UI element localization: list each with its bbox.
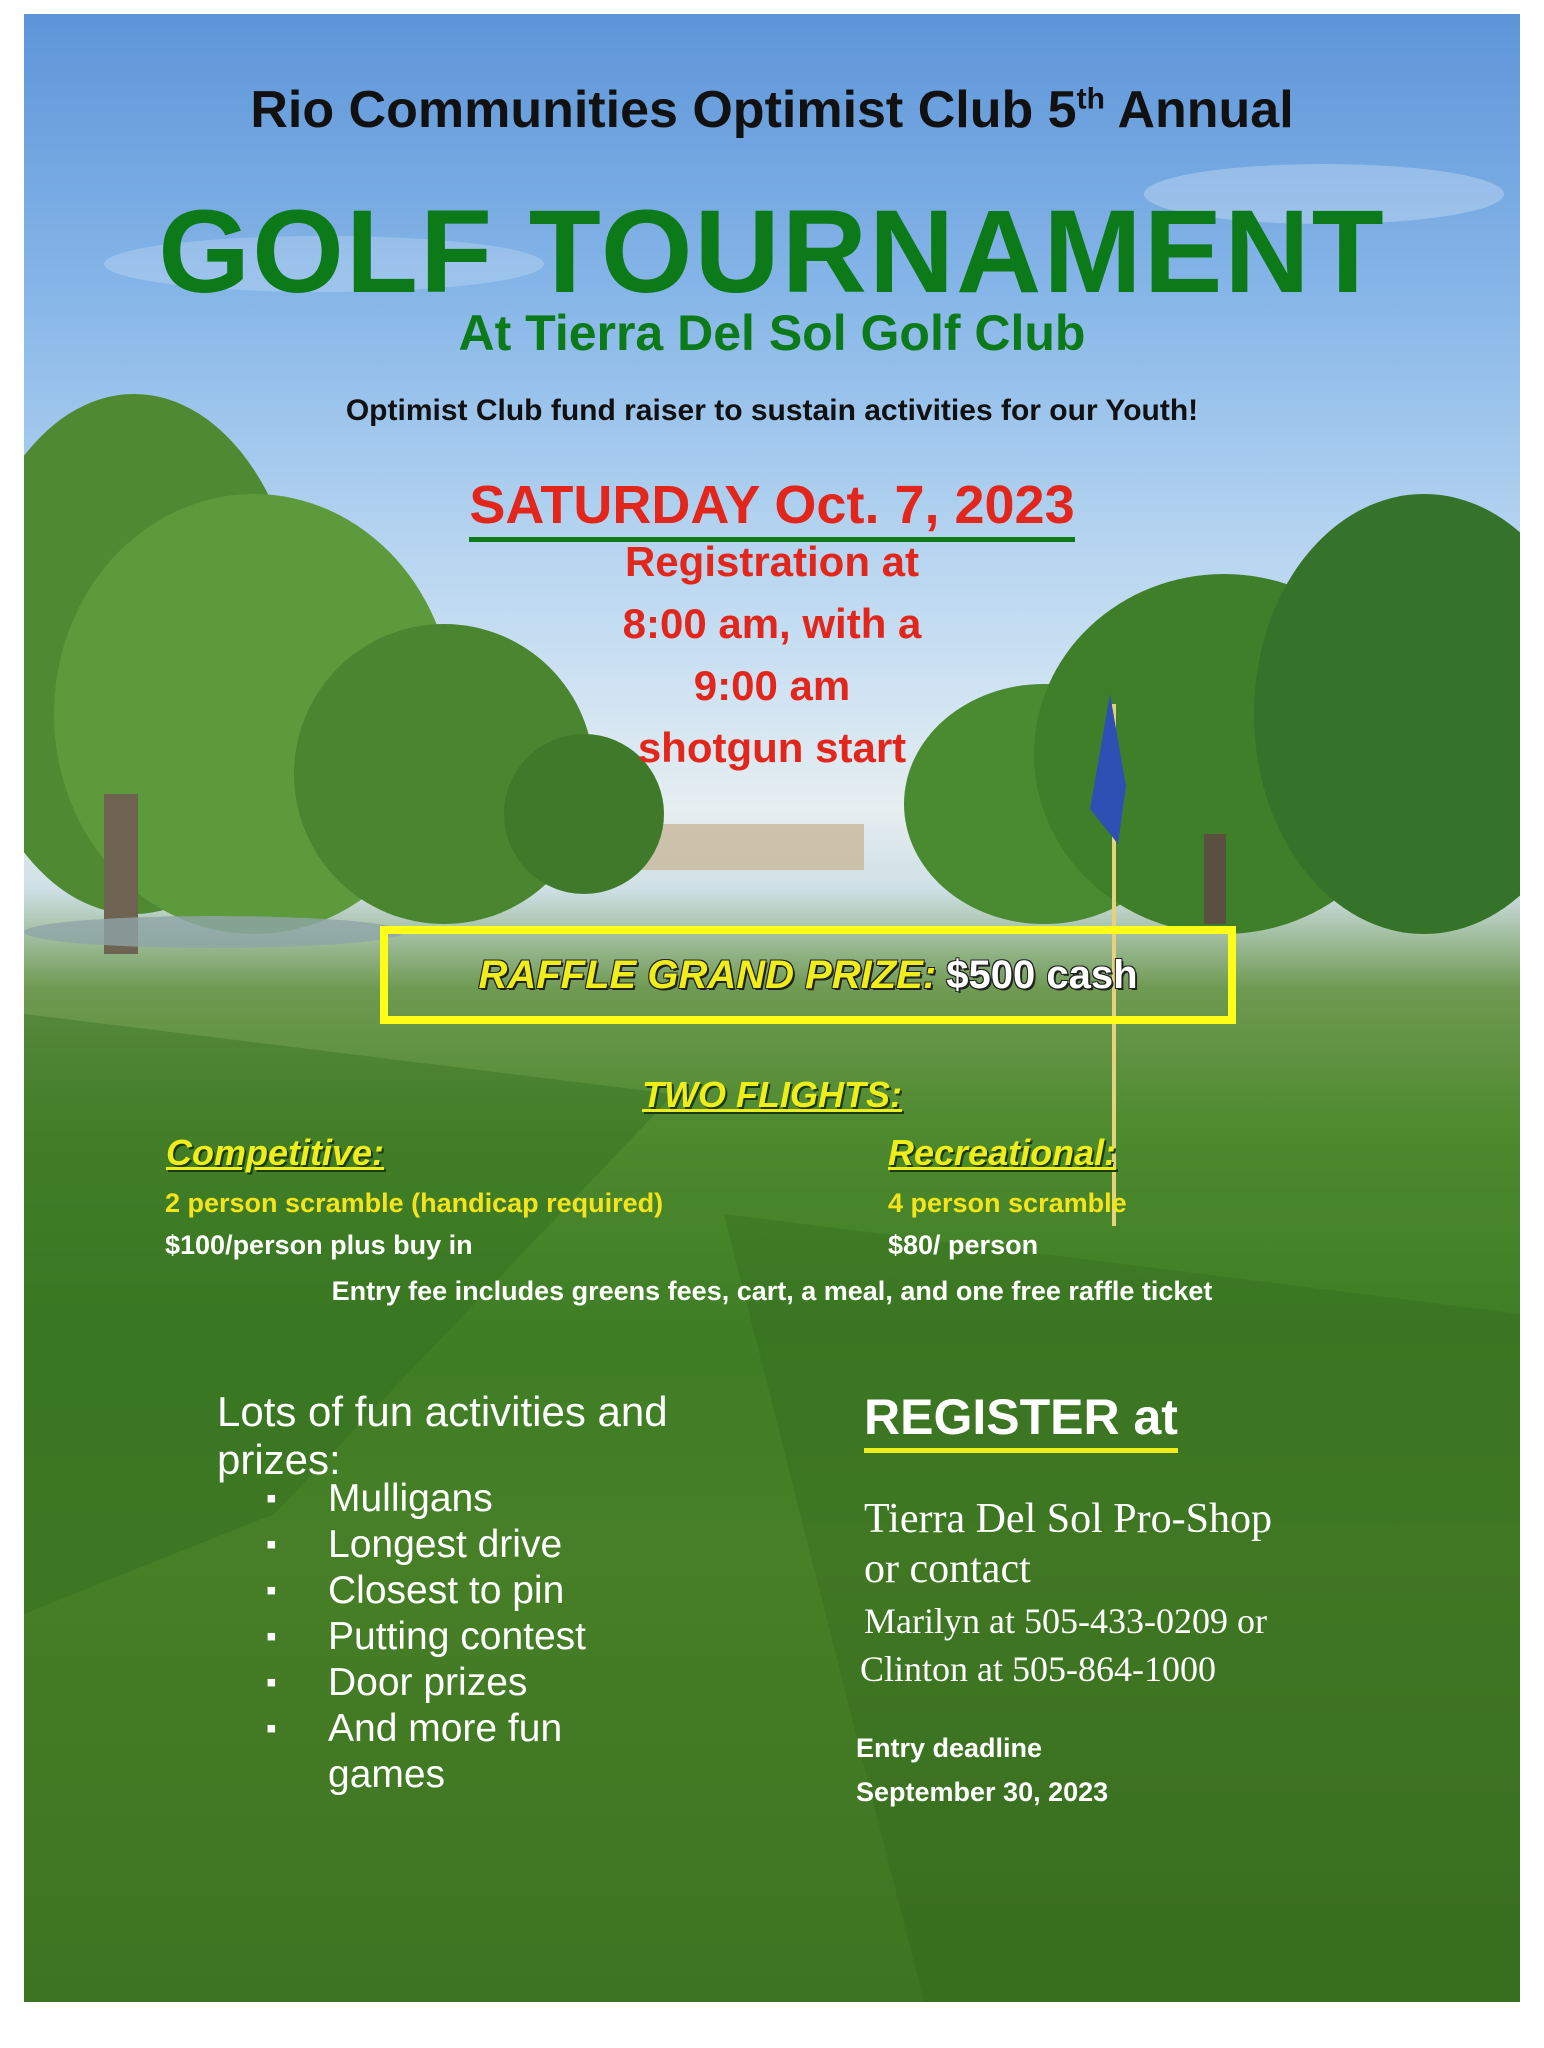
venue-subtitle: At Tierra Del Sol Golf Club bbox=[458, 305, 1086, 361]
tournament-title: GOLF TOURNAMENT bbox=[158, 186, 1386, 318]
list-item: ▪ Longest drive bbox=[266, 1523, 563, 1566]
recreational-format: 4 person scramble bbox=[888, 1188, 1127, 1218]
raffle-prize-value: $500 cash bbox=[946, 952, 1138, 997]
flyer-poster bbox=[24, 14, 1520, 2002]
list-item: ▪ Putting contest bbox=[266, 1615, 586, 1658]
deadline-date: September 30, 2023 bbox=[856, 1777, 1109, 1807]
entry-deadline bbox=[856, 1726, 1108, 1814]
competitive-format: 2 person scramble (handicap required) bbox=[165, 1188, 664, 1218]
raffle-prize-box bbox=[380, 926, 1236, 1024]
register-location: Tierra Del Sol Pro-Shop bbox=[864, 1496, 1272, 1542]
activities-list bbox=[256, 1476, 688, 1798]
list-item: ▪ Mulligans bbox=[266, 1477, 493, 1520]
register-heading: REGISTER at bbox=[864, 1388, 1178, 1446]
activities-heading: Lots of fun activities and prizes: bbox=[217, 1388, 668, 1483]
register-contact-label: or contact bbox=[864, 1546, 1031, 1592]
bullet-icon: ▪ bbox=[266, 1482, 277, 1515]
club-annual-heading: Rio Communities Optimist Club 5th Annual bbox=[250, 81, 1294, 139]
recreational-flight-title: Recreational: bbox=[888, 1132, 1117, 1173]
bullet-icon: ▪ bbox=[266, 1620, 277, 1653]
entry-fee-note: Entry fee includes greens fees, cart, a meal, and one free raffle ticket bbox=[331, 1276, 1213, 1306]
fundraiser-purpose: Optimist Club fund raiser to sustain activities for our Youth! bbox=[345, 394, 1199, 427]
schedule-line: shotgun start bbox=[637, 724, 907, 771]
list-item: ▪ Closest to pin bbox=[266, 1569, 565, 1612]
pond bbox=[24, 916, 404, 948]
list-item: ▪ And more fun games bbox=[266, 1707, 563, 1796]
flights-heading: TWO FLIGHTS: bbox=[642, 1074, 902, 1115]
bullet-icon: ▪ bbox=[266, 1528, 277, 1561]
deadline-label: Entry deadline bbox=[856, 1733, 1043, 1763]
competitive-price: $100/person plus buy in bbox=[165, 1230, 473, 1260]
competitive-flight-title: Competitive: bbox=[166, 1132, 385, 1173]
bullet-icon: ▪ bbox=[266, 1574, 277, 1607]
bullet-icon: ▪ bbox=[266, 1666, 277, 1699]
schedule-line: Registration at bbox=[624, 538, 920, 585]
list-item: ▪ Door prizes bbox=[266, 1661, 528, 1704]
schedule-line: 8:00 am, with a bbox=[622, 600, 922, 647]
bullet-icon: ▪ bbox=[266, 1712, 277, 1745]
raffle-label: RAFFLE GRAND PRIZE: bbox=[478, 952, 937, 997]
recreational-price: $80/ person bbox=[888, 1230, 1039, 1260]
contact-clinton: Clinton at 505-864-1000 bbox=[860, 1649, 1216, 1689]
event-date: SATURDAY Oct. 7, 2023 bbox=[24, 474, 1520, 536]
contact-marilyn: Marilyn at 505-433-0209 or bbox=[864, 1601, 1267, 1641]
schedule-line: 9:00 am bbox=[693, 662, 851, 709]
